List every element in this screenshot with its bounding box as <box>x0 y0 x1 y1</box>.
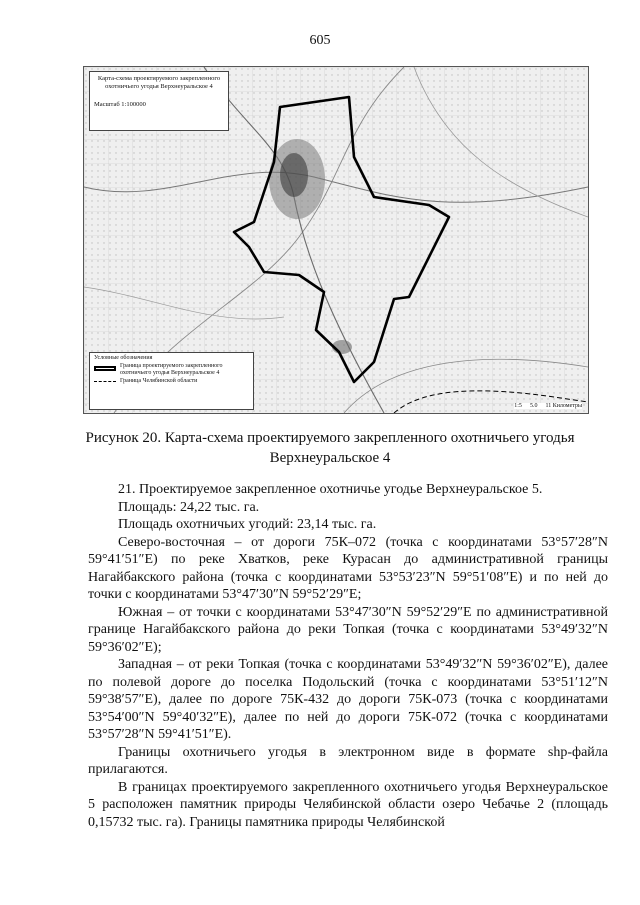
figure-caption: Рисунок 20. Карта-схема проектируемого закрепленного охотничьего угодья Верхнеуральское 4 <box>85 430 575 466</box>
scale-bar-label: 11 Километры <box>545 403 582 409</box>
bold-boundary-swatch <box>94 366 116 371</box>
scale-bar-label: 5.0 <box>529 403 538 409</box>
map-scale: Масштаб 1:100000 <box>94 101 146 108</box>
legend-title: Условные обозначения <box>94 355 153 361</box>
paragraph: Границы охотничьего угодья в электронном виде в формате shp-файла прилагаются. <box>88 744 608 777</box>
scale-bar <box>514 403 582 409</box>
map-title: Карта-схема проектируемого закрепленного охотничьего угодья Верхнеуральское 4 <box>97 75 221 90</box>
map-legend <box>89 352 254 410</box>
dashed-boundary-swatch <box>94 381 116 382</box>
paragraph: Южная – от точки с координатами 53°47′30″N 59°52′29″E по административной границе Нагайбакского района до реки Топкая (точка с координатами 53°49′32″N 59°36′02″E); <box>88 604 608 655</box>
paragraph: 21. Проектируемое закрепленное охотничье угодье Верхнеуральское 5. <box>118 482 543 497</box>
paragraph: Площадь охотничьих угодий: 23,14 тыс. га. <box>118 517 377 532</box>
legend-item <box>94 378 249 386</box>
paragraph: Северо-восточная – от дороги 75К–072 (точка с координатами 53°57′28″N 59°41′51″E) по реке Хватков, реке Курасан до административной границы Нагайбакского района (точка с координатами 53°53′23″N 59°51′08″E) и по ней до точки с координатами 53°47′30″N 59°52′29″E; <box>88 534 608 602</box>
paragraph: Площадь: 24,22 тыс. га. <box>118 499 260 515</box>
legend-item <box>94 363 249 378</box>
page-number: 605 <box>309 33 331 48</box>
map-figure <box>83 66 589 414</box>
paragraph: В границах проектируемого закрепленного охотничьего угодья Верхнеуральское 5 расположен памятник природы Челябинской области озеро Чебачье 2 (площадь 0,15732 тыс. га). Границы памятника природы Челябинской <box>88 779 608 830</box>
legend-label: Граница Челябинской области <box>120 377 198 384</box>
scale-bar-label: 1:5 <box>514 403 522 409</box>
paragraph: Западная – от реки Топкая (точка с координатами 53°49′32″N 59°36′02″E), далее по полевой дороге до поселка Подольский (точка с координатами 53°51′12″N 59°38′57″E), далее по дороге 75К-432 до дороги 75К-073 (точка с координатами 53°54′00″N 59°40′32″E), далее по ней до дороги 75К-072 (точка с координатами 53°57′28″N 59°41′51″E). <box>88 657 608 742</box>
map-title-box <box>89 71 229 131</box>
body-text <box>88 481 608 831</box>
legend-label: Граница проектируемого закрепленного охотничьего угодья Верхнеуральское 4 <box>120 362 223 376</box>
